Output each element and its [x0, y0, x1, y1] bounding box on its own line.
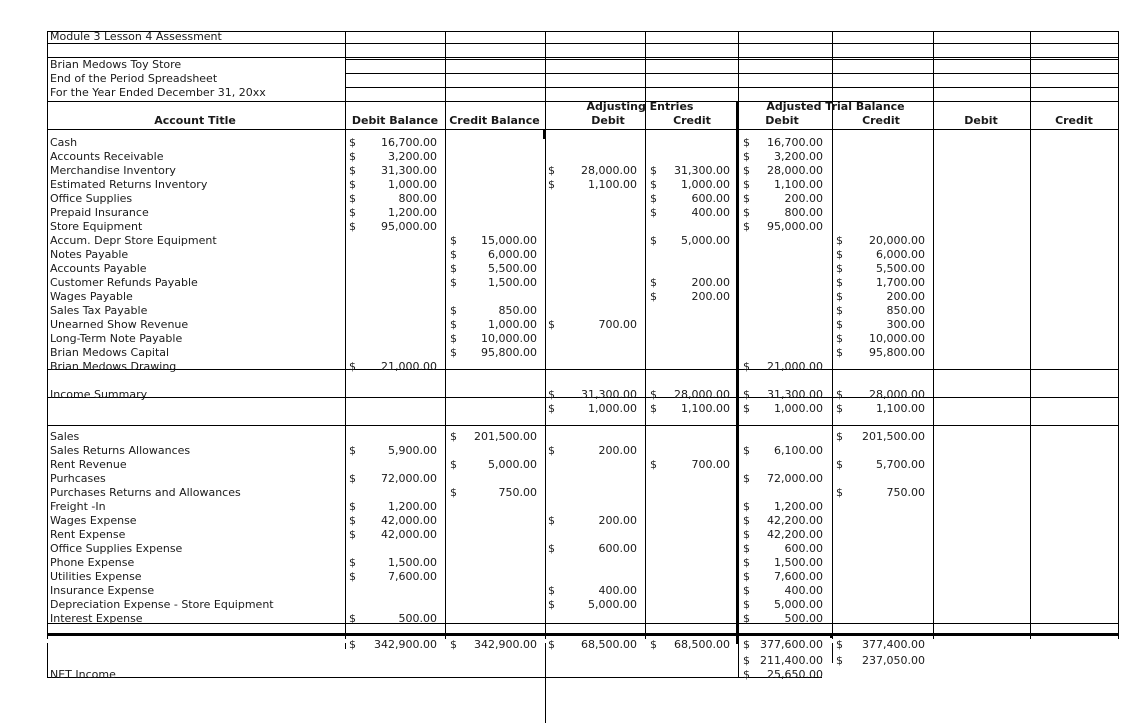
- amount-atb-d: 600.00: [784, 542, 823, 555]
- currency-symbol: $: [548, 318, 555, 331]
- currency-symbol: $: [450, 458, 457, 471]
- currency-symbol: $: [836, 290, 843, 303]
- currency-symbol: $: [836, 458, 843, 471]
- account-title: Accum. Depr Store Equipment: [50, 234, 217, 247]
- account-title: Sales Returns Allowances: [50, 444, 191, 457]
- currency-symbol: $: [450, 262, 457, 275]
- currency-symbol: $: [836, 654, 843, 667]
- currency-symbol: $: [743, 472, 750, 485]
- grid-vertical-line: [1118, 31, 1119, 639]
- currency-symbol: $: [743, 584, 750, 597]
- currency-symbol: $: [548, 402, 555, 415]
- currency-symbol: $: [349, 472, 356, 485]
- currency-symbol: $: [450, 346, 457, 359]
- amount-atb-c: 5,700.00: [876, 458, 925, 471]
- amount-tb-d: 3,200.00: [388, 150, 437, 163]
- header-account-title: Account Title: [154, 114, 236, 127]
- module-title: Module 3 Lesson 4 Assessment: [50, 30, 222, 43]
- amount-tb-d: 500.00: [398, 612, 437, 625]
- currency-symbol: $: [450, 638, 457, 651]
- account-title: Long-Term Note Payable: [50, 332, 183, 345]
- currency-symbol: $: [743, 598, 750, 611]
- currency-symbol: $: [743, 638, 750, 651]
- grid-vertical-line: [1030, 31, 1031, 639]
- account-title: Utilities Expense: [50, 570, 142, 583]
- currency-symbol: $: [548, 514, 555, 527]
- amount-tb-c: 10,000.00: [481, 332, 537, 345]
- amount-atb-d: 1,100.00: [774, 178, 823, 191]
- amount-adj-d: 200.00: [598, 514, 637, 527]
- amount-atb-c: 1,700.00: [876, 276, 925, 289]
- currency-symbol: $: [349, 206, 356, 219]
- grid-vertical-line: [832, 31, 833, 639]
- currency-symbol: $: [349, 444, 356, 457]
- currency-symbol: $: [349, 514, 356, 527]
- currency-symbol: $: [450, 276, 457, 289]
- amount-adj-c: 200.00: [691, 276, 730, 289]
- amount-atb-d: 211,400.00: [760, 654, 823, 667]
- amount-tb-d: 1,500.00: [388, 556, 437, 569]
- amount-atb-c: 200.00: [886, 290, 925, 303]
- currency-symbol: $: [548, 444, 555, 457]
- currency-symbol: $: [548, 584, 555, 597]
- amount-tb-d: 16,700.00: [381, 136, 437, 149]
- account-title: Freight -In: [50, 500, 106, 513]
- currency-symbol: $: [650, 638, 657, 651]
- currency-symbol: $: [743, 668, 750, 681]
- currency-symbol: $: [450, 304, 457, 317]
- amount-tb-d: 7,600.00: [388, 570, 437, 583]
- account-title: Office Supplies: [50, 192, 133, 205]
- amount-tb-d: 1,000.00: [388, 178, 437, 191]
- currency-symbol: $: [548, 388, 555, 401]
- header-adj-credit: Credit: [673, 114, 711, 127]
- grid-vertical-line: [933, 31, 934, 639]
- amount-atb-c: 95,800.00: [869, 346, 925, 359]
- account-title: Prepaid Insurance: [50, 206, 149, 219]
- currency-symbol: $: [349, 528, 356, 541]
- account-title: Notes Payable: [50, 248, 129, 261]
- currency-symbol: $: [548, 178, 555, 191]
- amount-tb-d: 31,300.00: [381, 164, 437, 177]
- account-title: Cash: [50, 136, 78, 149]
- amount-atb-c: 5,500.00: [876, 262, 925, 275]
- amount-adj-d: 68,500.00: [581, 638, 637, 651]
- amount-adj-c: 600.00: [691, 192, 730, 205]
- amount-atb-d: 1,500.00: [774, 556, 823, 569]
- grid-vertical-line: [345, 31, 346, 639]
- grid-horizontal-line: [47, 425, 1118, 426]
- currency-symbol: $: [349, 360, 356, 373]
- amount-atb-d: 400.00: [784, 584, 823, 597]
- currency-symbol: $: [836, 346, 843, 359]
- amount-tb-c: 5,500.00: [488, 262, 537, 275]
- report-title: End of the Period Spreadsheet: [50, 72, 218, 85]
- header-adjusting-entries: Adjusting Entries: [586, 100, 694, 113]
- account-title: Rent Revenue: [50, 458, 127, 471]
- amount-tb-d: 1,200.00: [388, 206, 437, 219]
- thick-rule: [47, 633, 1118, 635]
- currency-symbol: $: [836, 234, 843, 247]
- amount-adj-d: 600.00: [598, 542, 637, 555]
- account-title: Insurance Expense: [50, 584, 155, 597]
- currency-symbol: $: [349, 150, 356, 163]
- grid-vertical-line: [738, 643, 739, 677]
- amount-adj-c: 5,000.00: [681, 234, 730, 247]
- header-debit: Debit: [964, 114, 998, 127]
- currency-symbol: $: [650, 206, 657, 219]
- currency-symbol: $: [836, 332, 843, 345]
- currency-symbol: $: [836, 276, 843, 289]
- currency-symbol: $: [743, 192, 750, 205]
- amount-tb-c: 750.00: [498, 486, 537, 499]
- currency-symbol: $: [743, 654, 750, 667]
- account-title: Accounts Receivable: [50, 150, 164, 163]
- currency-symbol: $: [349, 556, 356, 569]
- amount-adj-d: 1,000.00: [588, 402, 637, 415]
- amount-atb-d: 21,000.00: [767, 360, 823, 373]
- grid-horizontal-line: [345, 73, 1118, 74]
- grid-horizontal-line: [47, 101, 345, 102]
- currency-symbol: $: [836, 248, 843, 261]
- account-title: Wages Expense: [50, 514, 137, 527]
- grid-vertical-line: [47, 643, 48, 677]
- amount-atb-d: 500.00: [784, 612, 823, 625]
- currency-symbol: $: [450, 486, 457, 499]
- grid-horizontal-line: [47, 129, 1118, 130]
- amount-tb-d: 21,000.00: [381, 360, 437, 373]
- account-title: NET Income: [50, 668, 116, 681]
- amount-atb-c: 750.00: [886, 486, 925, 499]
- currency-symbol: $: [650, 164, 657, 177]
- currency-symbol: $: [349, 136, 356, 149]
- amount-tb-c: 1,000.00: [488, 318, 537, 331]
- currency-symbol: $: [450, 332, 457, 345]
- account-title: Purchases Returns and Allowances: [50, 486, 241, 499]
- currency-symbol: $: [650, 458, 657, 471]
- amount-adj-d: 400.00: [598, 584, 637, 597]
- account-title: Estimated Returns Inventory: [50, 178, 208, 191]
- currency-symbol: $: [548, 598, 555, 611]
- amount-tb-d: 5,900.00: [388, 444, 437, 457]
- amount-atb-d: 7,600.00: [774, 570, 823, 583]
- header-adjusted-trial-balance: Adjusted Trial Balance: [766, 100, 905, 113]
- currency-symbol: $: [836, 638, 843, 651]
- amount-atb-d: 31,300.00: [767, 388, 823, 401]
- currency-symbol: $: [650, 178, 657, 191]
- grid-horizontal-line: [47, 635, 1118, 636]
- currency-symbol: $: [743, 178, 750, 191]
- amount-tb-c: 15,000.00: [481, 234, 537, 247]
- amount-adj-d: 1,100.00: [588, 178, 637, 191]
- amount-atb-d: 25,650.00: [767, 668, 823, 681]
- amount-atb-d: 6,100.00: [774, 444, 823, 457]
- currency-symbol: $: [450, 430, 457, 443]
- currency-symbol: $: [836, 388, 843, 401]
- account-title: Office Supplies Expense: [50, 542, 183, 555]
- grid-horizontal-line: [47, 623, 1118, 624]
- account-title: Brian Medows Capital: [50, 346, 170, 359]
- amount-adj-c: 700.00: [691, 458, 730, 471]
- amount-atb-c: 201,500.00: [862, 430, 925, 443]
- header-credit-balance: Credit Balance: [449, 114, 540, 127]
- amount-tb-c: 1,500.00: [488, 276, 537, 289]
- amount-adj-d: 700.00: [598, 318, 637, 331]
- currency-symbol: $: [349, 612, 356, 625]
- amount-atb-c: 28,000.00: [869, 388, 925, 401]
- amount-adj-c: 200.00: [691, 290, 730, 303]
- currency-symbol: $: [650, 234, 657, 247]
- currency-symbol: $: [743, 150, 750, 163]
- currency-symbol: $: [836, 262, 843, 275]
- amount-adj-d: 31,300.00: [581, 388, 637, 401]
- currency-symbol: $: [836, 486, 843, 499]
- amount-atb-c: 850.00: [886, 304, 925, 317]
- amount-adj-d: 5,000.00: [588, 598, 637, 611]
- amount-adj-c: 1,100.00: [681, 402, 730, 415]
- grid-horizontal-line: [345, 87, 1118, 88]
- amount-tb-d: 72,000.00: [381, 472, 437, 485]
- currency-symbol: $: [836, 402, 843, 415]
- account-title: Wages Payable: [50, 290, 133, 303]
- grid-horizontal-line: [345, 59, 1118, 60]
- amount-tb-d: 800.00: [398, 192, 437, 205]
- currency-symbol: $: [743, 388, 750, 401]
- amount-atb-c: 10,000.00: [869, 332, 925, 345]
- currency-symbol: $: [349, 220, 356, 233]
- currency-symbol: $: [836, 304, 843, 317]
- amount-atb-c: 20,000.00: [869, 234, 925, 247]
- currency-symbol: $: [743, 164, 750, 177]
- currency-symbol: $: [743, 402, 750, 415]
- amount-atb-c: 377,400.00: [862, 638, 925, 651]
- amount-tb-c: 201,500.00: [474, 430, 537, 443]
- amount-adj-c: 28,000.00: [674, 388, 730, 401]
- amount-atb-c: 6,000.00: [876, 248, 925, 261]
- amount-tb-c: 6,000.00: [488, 248, 537, 261]
- grid-horizontal-line: [47, 369, 1118, 370]
- amount-atb-d: 377,600.00: [760, 638, 823, 651]
- grid-horizontal-line: [47, 57, 1118, 58]
- grid-vertical-line: [645, 31, 646, 639]
- amount-tb-c: 5,000.00: [488, 458, 537, 471]
- amount-adj-c: 1,000.00: [681, 178, 730, 191]
- amount-atb-d: 42,200.00: [767, 514, 823, 527]
- currency-symbol: $: [743, 556, 750, 569]
- account-title: Rent Expense: [50, 528, 126, 541]
- company-name: Brian Medows Toy Store: [50, 58, 182, 71]
- header-atb-credit: Credit: [862, 114, 900, 127]
- currency-symbol: $: [548, 638, 555, 651]
- currency-symbol: $: [743, 542, 750, 555]
- amount-atb-d: 1,000.00: [774, 402, 823, 415]
- amount-adj-d: 28,000.00: [581, 164, 637, 177]
- amount-tb-c: 850.00: [498, 304, 537, 317]
- amount-adj-c: 400.00: [691, 206, 730, 219]
- currency-symbol: $: [650, 276, 657, 289]
- thick-divider: [543, 129, 546, 139]
- grid-horizontal-line: [47, 43, 1118, 44]
- currency-symbol: $: [349, 500, 356, 513]
- grid-vertical-line: [545, 643, 546, 723]
- amount-adj-c: 31,300.00: [674, 164, 730, 177]
- currency-symbol: $: [548, 164, 555, 177]
- currency-symbol: $: [743, 206, 750, 219]
- amount-tb-c: 342,900.00: [474, 638, 537, 651]
- account-title: Income Summary: [50, 388, 148, 401]
- account-title: Purhcases: [50, 472, 106, 485]
- grid-vertical-line: [47, 31, 48, 639]
- amount-atb-d: 200.00: [784, 192, 823, 205]
- amount-adj-d: 200.00: [598, 444, 637, 457]
- currency-symbol: $: [743, 500, 750, 513]
- amount-atb-c: 237,050.00: [862, 654, 925, 667]
- currency-symbol: $: [836, 430, 843, 443]
- account-title: Store Equipment: [50, 220, 143, 233]
- amount-atb-c: 300.00: [886, 318, 925, 331]
- account-title: Sales: [50, 430, 80, 443]
- currency-symbol: $: [548, 542, 555, 555]
- currency-symbol: $: [743, 220, 750, 233]
- currency-symbol: $: [743, 528, 750, 541]
- currency-symbol: $: [650, 388, 657, 401]
- currency-symbol: $: [743, 514, 750, 527]
- header-adj-debit: Debit: [591, 114, 625, 127]
- currency-symbol: $: [650, 402, 657, 415]
- amount-tb-d: 95,000.00: [381, 220, 437, 233]
- thick-divider: [736, 101, 739, 644]
- amount-atb-d: 72,000.00: [767, 472, 823, 485]
- account-title: Sales Tax Payable: [50, 304, 148, 317]
- account-title: Depreciation Expense - Store Equipment: [50, 598, 274, 611]
- header-debit-balance: Debit Balance: [351, 114, 439, 127]
- grid-vertical-line: [545, 31, 546, 639]
- account-title: Accounts Payable: [50, 262, 147, 275]
- currency-symbol: $: [349, 570, 356, 583]
- header-atb-debit: Debit: [765, 114, 799, 127]
- amount-tb-d: 42,000.00: [381, 514, 437, 527]
- amount-atb-d: 95,000.00: [767, 220, 823, 233]
- currency-symbol: $: [450, 318, 457, 331]
- account-title: Unearned Show Revenue: [50, 318, 189, 331]
- amount-atb-d: 28,000.00: [767, 164, 823, 177]
- account-title: Brian Medows Drawing: [50, 360, 177, 373]
- currency-symbol: $: [349, 178, 356, 191]
- account-title: Interest Expense: [50, 612, 143, 625]
- currency-symbol: $: [743, 360, 750, 373]
- currency-symbol: $: [650, 290, 657, 303]
- account-title: Merchandise Inventory: [50, 164, 176, 177]
- grid-vertical-line: [832, 643, 833, 663]
- currency-symbol: $: [349, 638, 356, 651]
- amount-atb-d: 16,700.00: [767, 136, 823, 149]
- amount-atb-d: 3,200.00: [774, 150, 823, 163]
- amount-adj-c: 68,500.00: [674, 638, 730, 651]
- header-credit: Credit: [1055, 114, 1093, 127]
- amount-atb-c: 1,100.00: [876, 402, 925, 415]
- currency-symbol: $: [743, 444, 750, 457]
- currency-symbol: $: [349, 164, 356, 177]
- currency-symbol: $: [743, 612, 750, 625]
- account-title: Customer Refunds Payable: [50, 276, 198, 289]
- account-title: Phone Expense: [50, 556, 135, 569]
- grid-horizontal-line: [47, 677, 822, 678]
- currency-symbol: $: [743, 570, 750, 583]
- amount-atb-d: 42,200.00: [767, 528, 823, 541]
- amount-tb-d: 42,000.00: [381, 528, 437, 541]
- currency-symbol: $: [349, 192, 356, 205]
- currency-symbol: $: [743, 136, 750, 149]
- currency-symbol: $: [650, 192, 657, 205]
- currency-symbol: $: [450, 234, 457, 247]
- currency-symbol: $: [836, 318, 843, 331]
- amount-tb-d: 1,200.00: [388, 500, 437, 513]
- period-label: For the Year Ended December 31, 20xx: [50, 86, 266, 99]
- grid-vertical-line: [445, 31, 446, 639]
- amount-tb-c: 95,800.00: [481, 346, 537, 359]
- amount-atb-d: 1,200.00: [774, 500, 823, 513]
- amount-atb-d: 5,000.00: [774, 598, 823, 611]
- grid-vertical-line: [345, 643, 346, 649]
- currency-symbol: $: [450, 248, 457, 261]
- amount-atb-d: 800.00: [784, 206, 823, 219]
- amount-tb-d: 342,900.00: [374, 638, 437, 651]
